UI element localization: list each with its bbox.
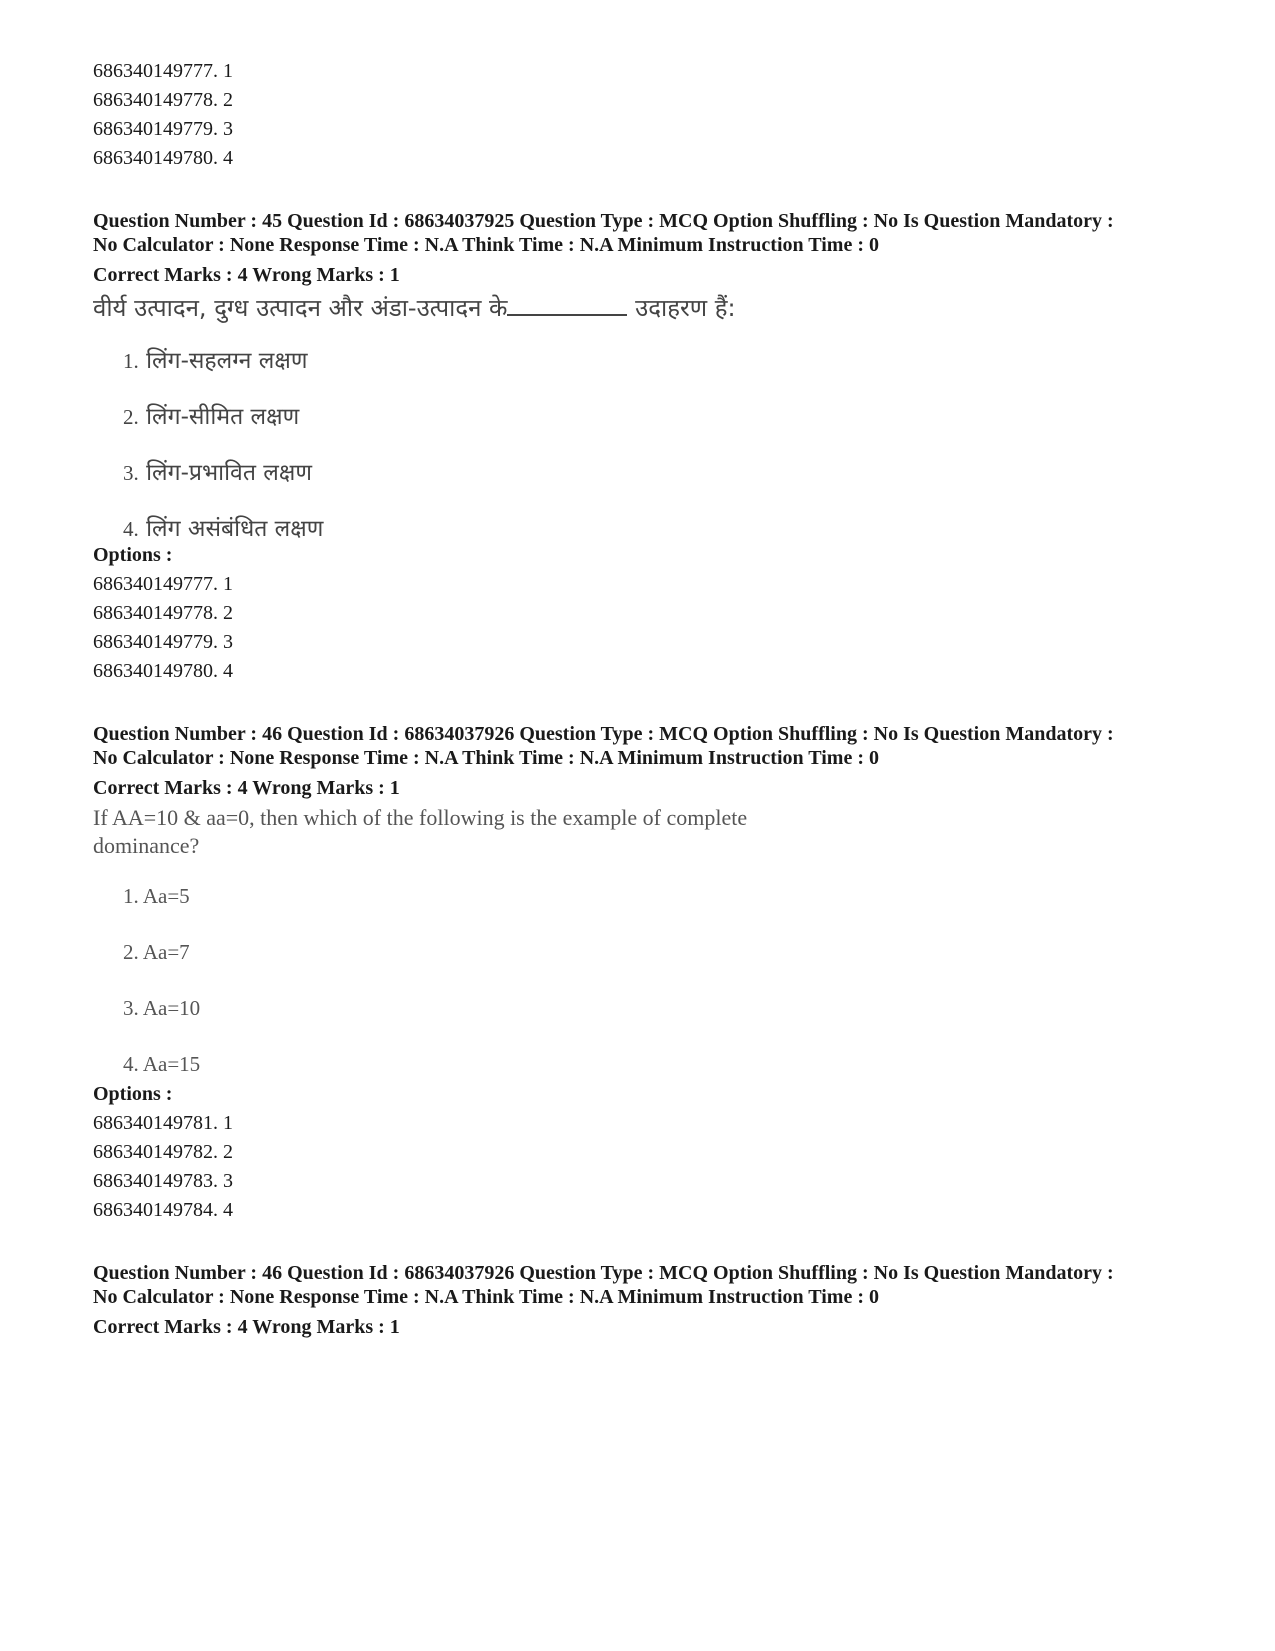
answer-choice [93,511,1213,541]
option-id-line: 686340149784. 4 [93,1199,233,1221]
question-marks: Correct Marks : 4 Wrong Marks : 1 [93,264,400,286]
choice-number: 1. [123,349,139,373]
choice-text: Aa=5 [142,884,190,908]
question-meta-line2: No Calculator : None Response Time : N.A Think Time : N.A Minimum Instruction Time : 0 [93,1286,879,1308]
choice-number: 1. [123,884,139,908]
question-block-46-repeat [93,1261,1213,1341]
option-id-line: 686340149783. 3 [93,1170,233,1192]
question-marks: Correct Marks : 4 Wrong Marks : 1 [93,1316,400,1338]
question-meta-line1: Question Number : 46 Question Id : 68634037926 Question Type : MCQ Option Shuffling : No Is Question Mandatory : [93,723,1114,745]
question-meta-line2: No Calculator : None Response Time : N.A Think Time : N.A Minimum Instruction Time : 0 [93,234,879,256]
question-block-46 [93,722,1213,1225]
option-id-line: 686340149780. 4 [93,660,233,682]
previous-options-list [93,57,1213,173]
option-id-line: 686340149777. 1 [93,60,233,82]
choice-number: 4. [123,1052,139,1076]
choice-text: लिंग-सीमित लक्षण [146,404,300,430]
options-label: Options : [93,544,173,566]
choice-text: लिंग-प्रभावित लक्षण [146,460,312,486]
option-id-line: 686340149780. 4 [93,147,233,169]
question-text [93,291,1213,325]
choice-text: Aa=10 [142,996,201,1020]
options-label: Options : [93,1083,173,1105]
fill-blank [507,292,627,316]
question-text-after-blank: उदाहरण हैं: [635,294,736,322]
answer-choice [93,884,1213,940]
question-meta-line1: Question Number : 45 Question Id : 68634037925 Question Type : MCQ Option Shuffling : No Is Question Mandatory : [93,210,1114,232]
choice-number: 2. [123,405,139,429]
answer-choice [93,1052,1213,1080]
answer-choice [93,940,1213,996]
answer-choice [93,399,1213,455]
question-meta-line1: Question Number : 46 Question Id : 68634037926 Question Type : MCQ Option Shuffling : No Is Question Mandatory : [93,1262,1114,1284]
question-meta-line2: No Calculator : None Response Time : N.A Think Time : N.A Minimum Instruction Time : 0 [93,747,879,769]
choice-number: 2. [123,940,139,964]
choice-text: लिंग-सहलग्न लक्षण [146,348,308,374]
question-block-45 [93,209,1213,686]
option-id-line: 686340149777. 1 [93,573,233,595]
answer-choice [93,343,1213,399]
answer-choice [93,996,1213,1052]
option-id-line: 686340149782. 2 [93,1141,233,1163]
choice-number: 4. [123,517,139,541]
option-id-line: 686340149778. 2 [93,602,233,624]
option-id-line: 686340149781. 1 [93,1112,233,1134]
option-id-line: 686340149778. 2 [93,89,233,111]
question-text-line1: If AA=10 & aa=0, then which of the following is the example of complete [93,805,748,830]
option-id-line: 686340149779. 3 [93,631,233,653]
choice-text: Aa=7 [142,940,190,964]
question-text [93,804,813,860]
question-text-before-blank: वीर्य उत्पादन, दुग्ध उत्पादन और अंडा-उत्पादन के [93,294,508,322]
choice-number: 3. [123,996,139,1020]
choice-text: लिंग असंबंधित लक्षण [146,516,324,542]
choice-number: 3. [123,461,139,485]
answer-choice [93,455,1213,511]
question-marks: Correct Marks : 4 Wrong Marks : 1 [93,777,400,799]
document-page [93,57,1213,1341]
question-text-line2: dominance? [93,833,200,858]
option-id-line: 686340149779. 3 [93,118,233,140]
choice-text: Aa=15 [142,1052,201,1076]
